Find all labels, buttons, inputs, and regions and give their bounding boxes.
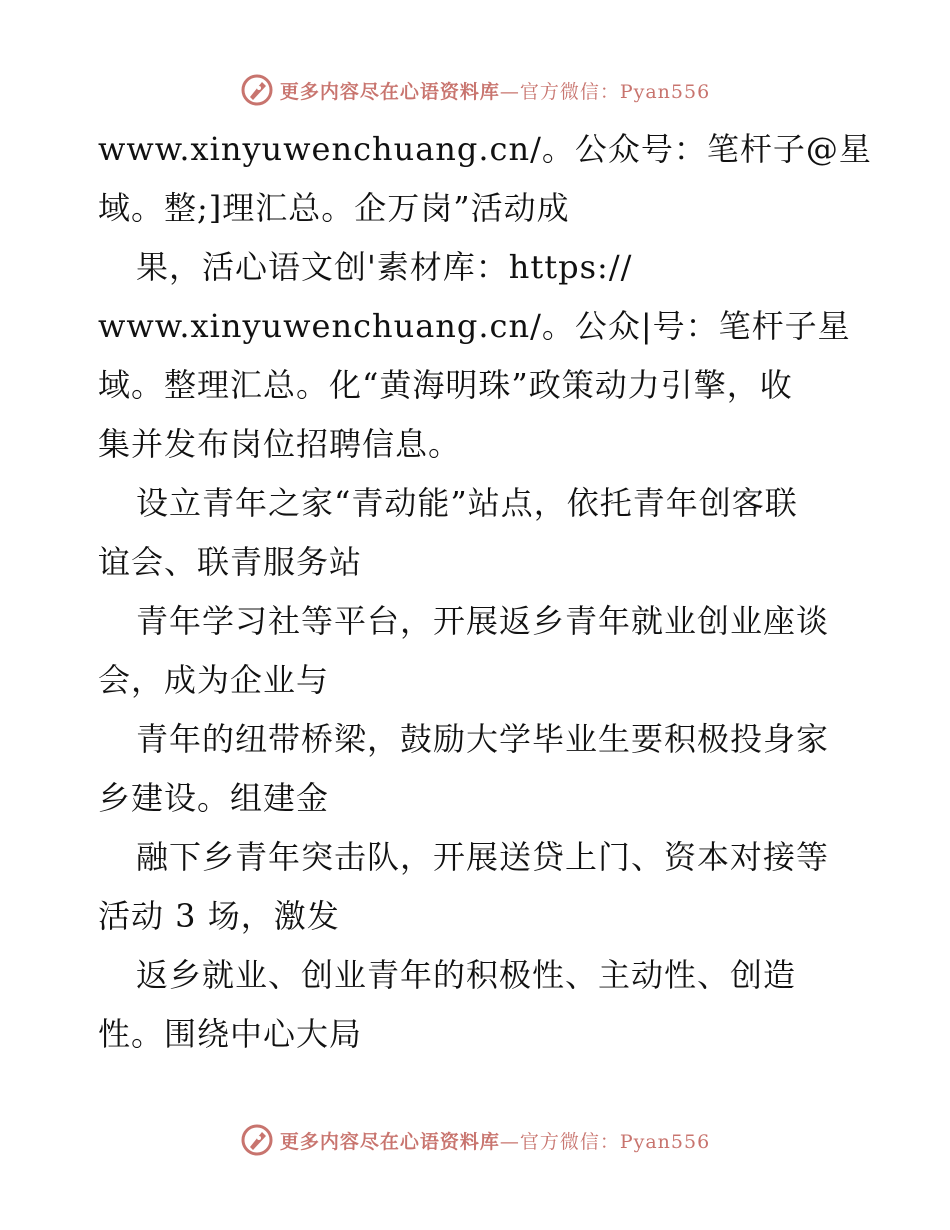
banner-text bbox=[280, 1127, 710, 1154]
body-line: 乡建设。组建金 bbox=[98, 779, 330, 817]
pen-nib-logo-icon bbox=[240, 73, 274, 107]
body-line: 青年的纽带桥梁，鼓励大学毕业生要积极投身家 bbox=[136, 720, 830, 758]
banner-main-text: 更多内容尽在心语资料库 bbox=[279, 1130, 500, 1153]
body-line: 谊会、联青服务站 bbox=[98, 543, 363, 581]
banner-separator: — bbox=[499, 80, 520, 103]
footer-banner bbox=[0, 1120, 950, 1160]
body-line: 青年学习社等平台，开展返乡青年就业创业座谈 bbox=[136, 602, 830, 640]
body-line: 活动 3 场，激发 bbox=[98, 897, 340, 935]
body-line: 返乡就业、创业青年的积极性、主动性、创造 bbox=[136, 956, 797, 994]
body-line: 果，活心语文创'素材库：https:// bbox=[136, 248, 633, 286]
banner-main-text: 更多内容尽在心语资料库 bbox=[279, 80, 500, 103]
body-line: 域。整理汇总。化“黄海明珠”政策动力引擎，收 bbox=[98, 366, 793, 404]
body-line: 集并发布岗位招聘信息。 bbox=[98, 425, 462, 463]
body-line: 性。围绕中心大局 bbox=[98, 1015, 363, 1053]
banner-contact-text: 官方微信：Pyan556 bbox=[519, 1130, 711, 1153]
pen-nib-logo-icon bbox=[240, 1123, 274, 1157]
banner-contact-text: 官方微信：Pyan556 bbox=[519, 80, 711, 103]
body-line: 域。整;]理汇总。企万岗”活动成 bbox=[98, 189, 570, 227]
header-banner bbox=[0, 70, 950, 110]
body-line: 设立青年之家“青动能”站点，依托青年创客联 bbox=[136, 484, 798, 522]
banner-separator: — bbox=[499, 1130, 520, 1153]
banner-text bbox=[280, 77, 710, 104]
body-line: 会，成为企业与 bbox=[98, 661, 330, 699]
body-line: www.xinyuwenchuang.cn/。公众号：笔杆子@星 bbox=[98, 130, 872, 168]
body-line: 融下乡青年突击队，开展送贷上门、资本对接等 bbox=[136, 838, 830, 876]
document-body bbox=[98, 120, 872, 1064]
body-line: www.xinyuwenchuang.cn/。公众|号：笔杆子星 bbox=[98, 307, 851, 345]
